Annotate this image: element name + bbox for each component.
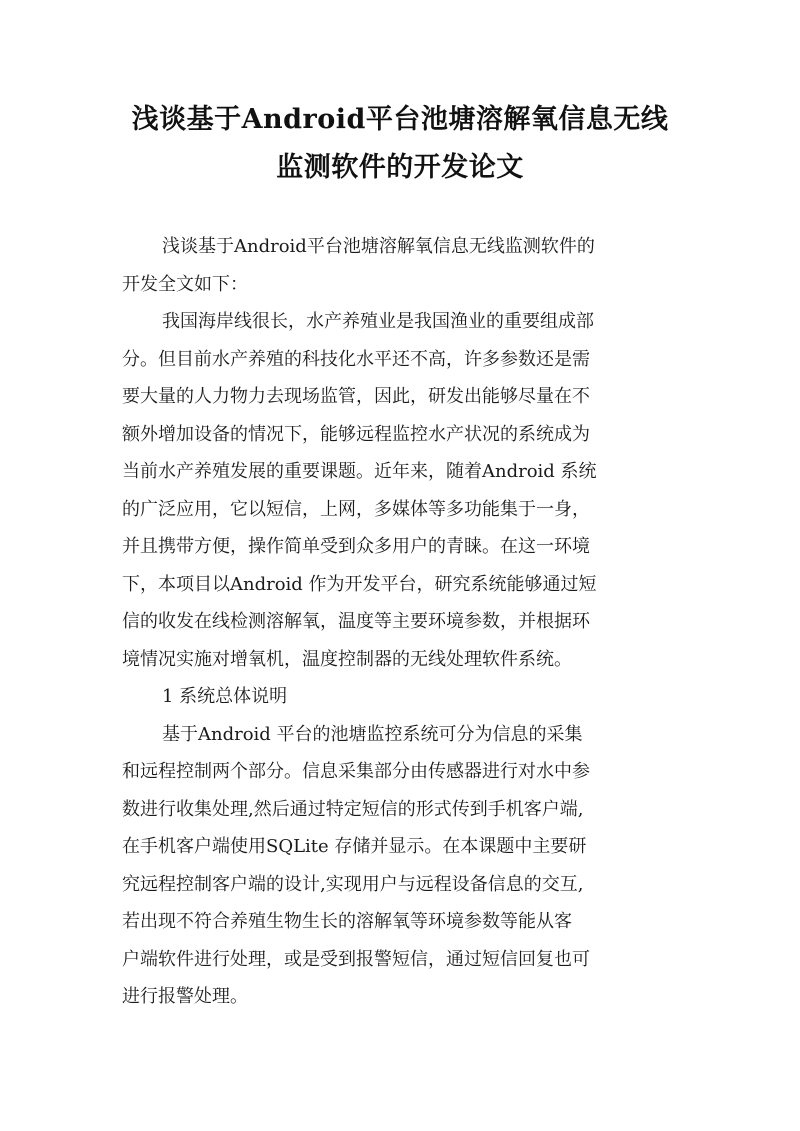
body-line: 户端软件进行处理，或是受到报警短信，通过短信回复也可 (122, 948, 590, 970)
body-line: 额外增加设备的情况下，能够远程监控水产状况的系统成为 (122, 423, 590, 445)
body-line: 数进行收集处理,然后通过特定短信的形式传到手机客户端, (122, 798, 584, 820)
body-line: 要大量的人力物力去现场监管，因此，研发出能够尽量在不 (122, 386, 590, 407)
body-line: 的广泛应用，它以短信，上网，多媒体等多功能集于一身， (122, 498, 590, 520)
body-line: 基于Android 平台的池塘监控系统可分为信息的采集 (162, 723, 583, 745)
body-line: 境情况实施对增氧机，温度控制器的无线处理软件系统。 (122, 648, 572, 670)
title-line-2: 监测软件的开发论文 (276, 152, 524, 183)
body-line: 开发全文如下： (122, 273, 248, 295)
body-line: 究远程控制客户端的设计,实现用户与远程设备信息的交互, (122, 873, 584, 895)
body-line: 进行报警处理。 (122, 986, 248, 1007)
body-line: 当前水产养殖发展的重要课题。近年来，随着Android 系统 (122, 461, 597, 482)
section-heading: 1 系统总体说明 (162, 686, 288, 707)
document-title (100, 96, 700, 192)
body-line: 若出现不符合养殖生物生长的溶解氧等环境参数等能从客 (122, 911, 572, 932)
document-body (122, 228, 690, 1016)
body-line: 下，本项目以Android 作为开发平台，研究系统能够通过短 (122, 573, 597, 595)
body-line: 分。但目前水产养殖的科技化水平还不高，许多参数还是需 (122, 348, 590, 370)
body-line: 和远程控制两个部分。信息采集部分由传感器进行对水中参 (122, 761, 590, 782)
body-line: 在手机客户端使用SQLite 存储并显示。在本课题中主要研 (122, 836, 587, 857)
body-line: 并且携带方便，操作简单受到众多用户的青睐。在这一环境 (122, 536, 590, 557)
title-line-1: 浅谈基于Android平台池塘溶解氧信息无线 (131, 104, 669, 135)
body-line: 我国海岸线很长，水产养殖业是我国渔业的重要组成部 (162, 311, 594, 332)
body-line: 浅谈基于Android平台池塘溶解氧信息无线监测软件的 (162, 236, 595, 257)
body-line: 信的收发在线检测溶解氧，温度等主要环境参数，并根据环 (122, 611, 590, 632)
